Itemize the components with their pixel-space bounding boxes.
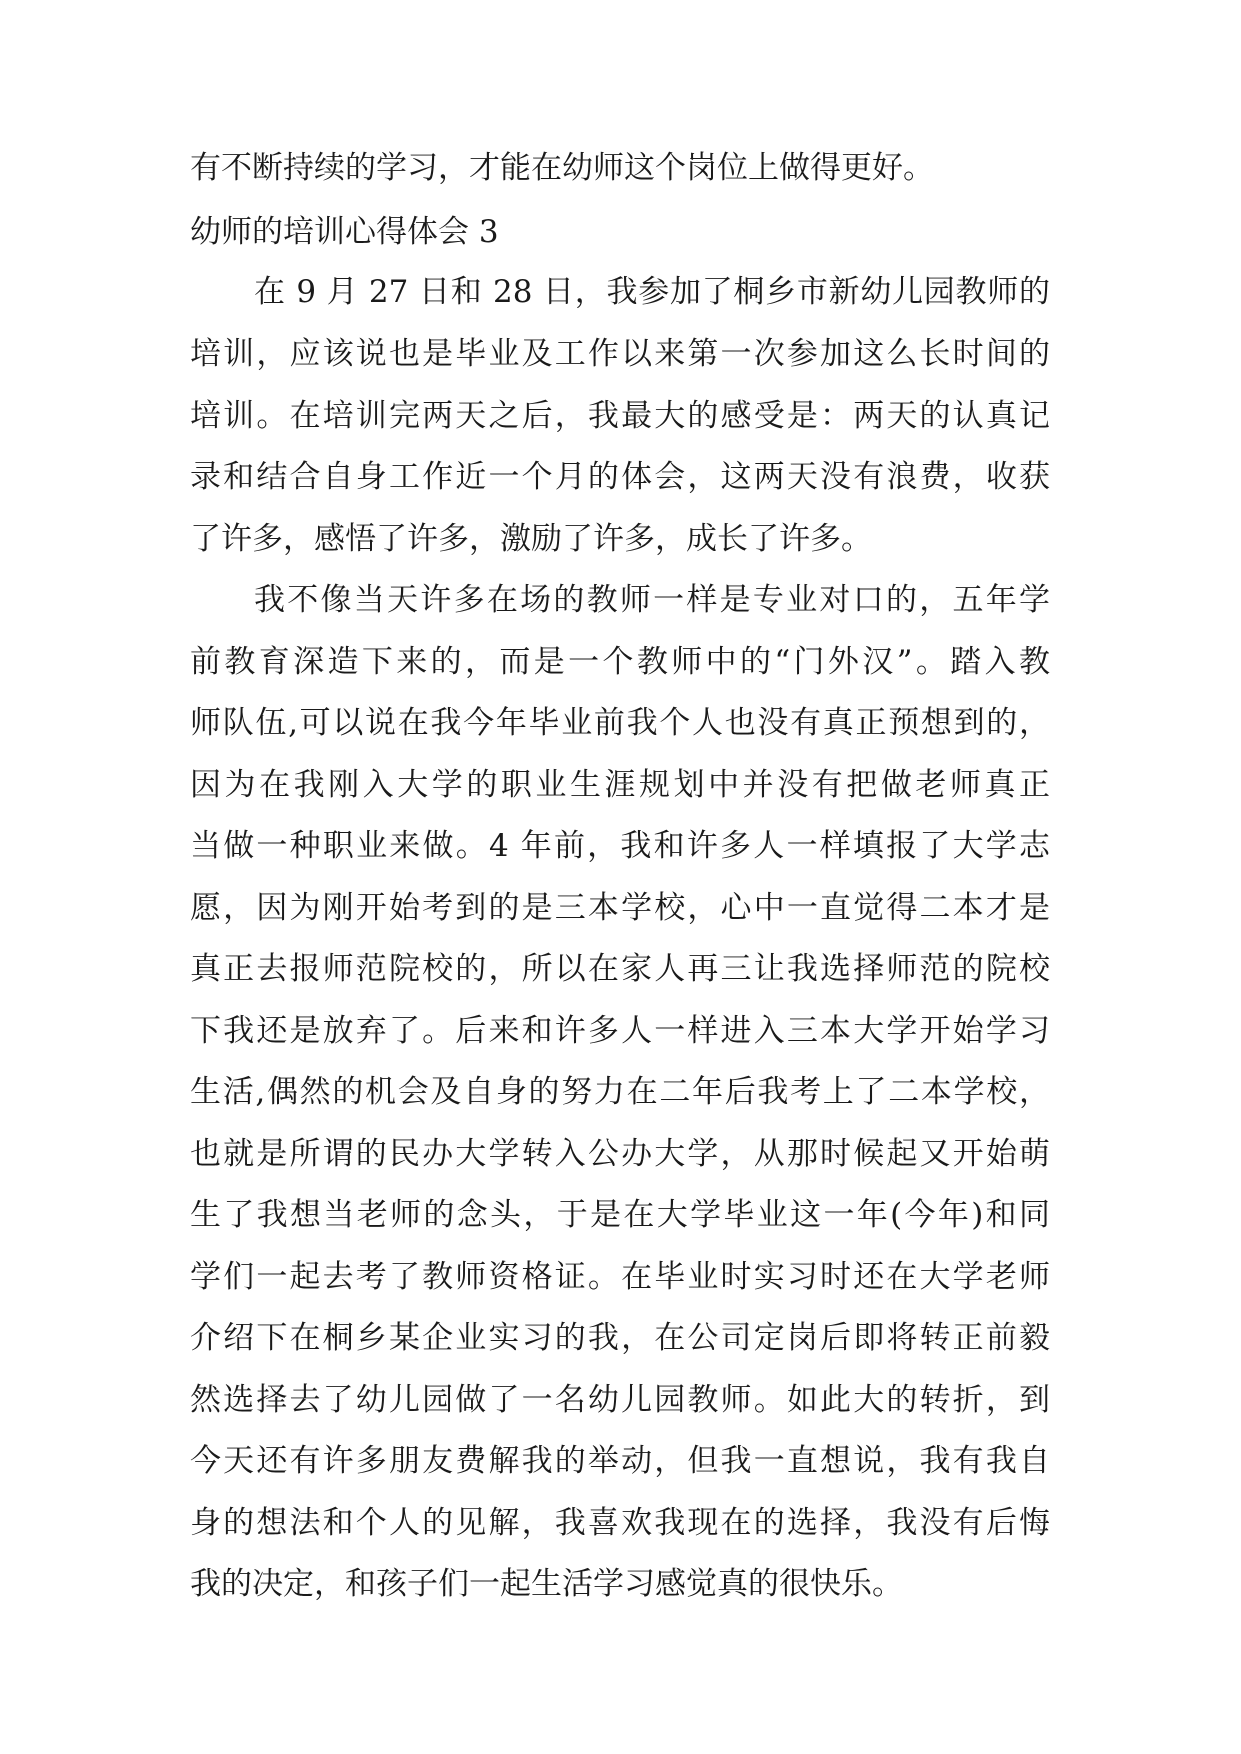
paragraph-line: 在 9 月 27 日和 28 日，我参加了桐乡市新幼儿园教师的 bbox=[254, 274, 1050, 310]
paragraph-line: 介绍下在桐乡某企业实习的我，在公司定岗后即将转正前毅 bbox=[190, 1320, 1050, 1356]
paragraph-line: 录和结合自身工作近一个月的体会，这两天没有浪费，收获 bbox=[190, 459, 1050, 495]
paragraph-line: 了许多，感悟了许多，激励了许多，成长了许多。 bbox=[190, 521, 872, 557]
section-heading: 幼师的培训心得体会 3 bbox=[190, 214, 499, 250]
paragraph-line: 然选择去了幼儿园做了一名幼儿园教师。如此大的转折，到 bbox=[190, 1382, 1050, 1418]
paragraph-line: 生活,偶然的机会及自身的努力在二年后我考上了二本学校， bbox=[190, 1074, 1050, 1110]
paragraph-line: 培训。在培训完两天之后，我最大的感受是：两天的认真记 bbox=[190, 398, 1050, 434]
paragraph-line: 真正去报师范院校的，所以在家人再三让我选择师范的院校 bbox=[190, 951, 1050, 987]
paragraph-line: 因为在我刚入大学的职业生涯规划中并没有把做老师真正 bbox=[190, 767, 1050, 803]
paragraph-line: 当做一种职业来做。4 年前，我和许多人一样填报了大学志 bbox=[190, 828, 1050, 864]
paragraph-line: 也就是所谓的民办大学转入公办大学，从那时候起又开始萌 bbox=[190, 1136, 1050, 1172]
paragraph-line: 师队伍,可以说在我今年毕业前我个人也没有真正预想到的， bbox=[190, 705, 1050, 741]
paragraph-line: 前教育深造下来的，而是一个教师中的“门外汉”。踏入教 bbox=[190, 644, 1050, 680]
paragraph-line: 生了我想当老师的念头，于是在大学毕业这一年(今年)和同 bbox=[190, 1197, 1050, 1233]
paragraph-line: 愿，因为刚开始考到的是三本学校，心中一直觉得二本才是 bbox=[190, 890, 1050, 926]
paragraph-line: 下我还是放弃了。后来和许多人一样进入三本大学开始学习 bbox=[190, 1013, 1050, 1049]
paragraph-line: 学们一起去考了教师资格证。在毕业时实习时还在大学老师 bbox=[190, 1259, 1050, 1295]
paragraph-line: 身的想法和个人的见解，我喜欢我现在的选择，我没有后悔 bbox=[190, 1505, 1050, 1541]
paragraph-line: 我的决定，和孩子们一起生活学习感觉真的很快乐。 bbox=[190, 1566, 903, 1602]
paragraph-line: 培训，应该说也是毕业及工作以来第一次参加这么长时间的 bbox=[190, 336, 1050, 372]
continuation-line: 有不断持续的学习，才能在幼师这个岗位上做得更好。 bbox=[190, 150, 934, 186]
paragraph-line: 今天还有许多朋友费解我的举动，但我一直想说，我有我自 bbox=[190, 1443, 1050, 1479]
paragraph-line: 我不像当天许多在场的教师一样是专业对口的，五年学 bbox=[254, 582, 1050, 618]
